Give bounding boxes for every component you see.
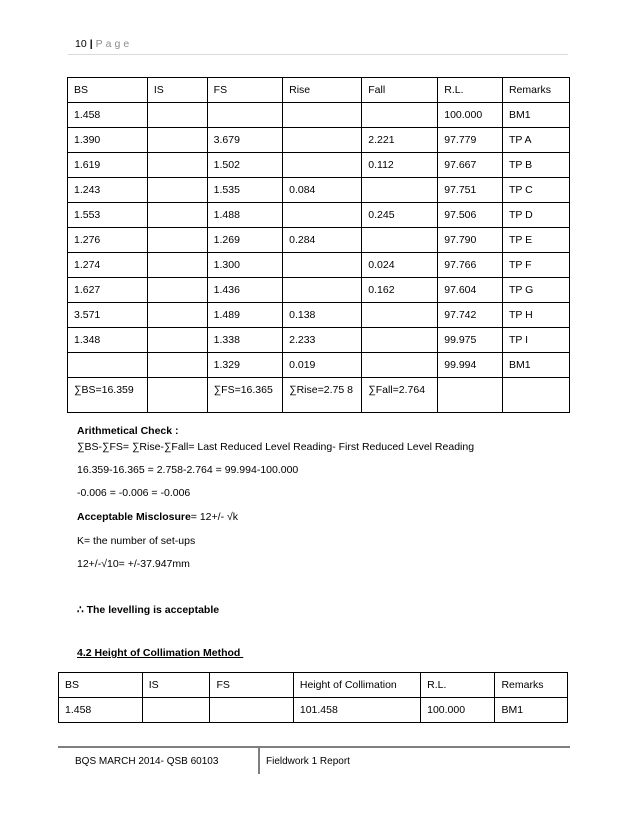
rise-fall-table	[67, 77, 570, 413]
table-cell: 2.221	[362, 128, 438, 153]
table-cell	[283, 103, 362, 128]
table-cell: TP A	[502, 128, 569, 153]
header-cell: R.L.	[421, 673, 495, 698]
table-cell: 3.679	[207, 128, 282, 153]
table-cell: 1.348	[68, 328, 148, 353]
header-cell: IS	[142, 673, 210, 698]
table-cell: TP F	[502, 253, 569, 278]
check-line-1: 16.359-16.365 = 2.758-2.764 = 99.994-100.000	[77, 464, 299, 476]
table-cell: 0.084	[283, 178, 362, 203]
table-row	[68, 353, 570, 378]
table-cell	[362, 103, 438, 128]
table-cell: 100.000	[438, 103, 503, 128]
totals-cell	[438, 378, 503, 413]
table-row	[59, 698, 568, 723]
table-cell: BM1	[495, 698, 568, 723]
header-cell: Remarks	[502, 78, 569, 103]
table-cell: 100.000	[421, 698, 495, 723]
header-separator: |	[89, 38, 93, 50]
conclusion-text: The levelling is acceptable	[86, 604, 220, 616]
totals-cell	[502, 378, 569, 413]
totals-cell: ∑BS=16.359	[68, 378, 148, 413]
header-cell: BS	[68, 78, 148, 103]
table-cell: 97.604	[438, 278, 503, 303]
table-cell: 0.019	[283, 353, 362, 378]
table-cell: 1.300	[207, 253, 282, 278]
table-cell: 97.779	[438, 128, 503, 153]
table-cell: TP I	[502, 328, 569, 353]
table-cell	[210, 698, 293, 723]
table-cell	[362, 178, 438, 203]
table-cell	[142, 698, 210, 723]
k-definition: K= the number of set-ups	[77, 535, 196, 547]
table-row	[68, 228, 570, 253]
table-cell	[147, 353, 207, 378]
table-cell: 1.458	[59, 698, 143, 723]
table-cell	[362, 303, 438, 328]
footer-rule	[58, 746, 570, 748]
table-cell	[283, 153, 362, 178]
table-cell	[68, 353, 148, 378]
table-cell: 0.024	[362, 253, 438, 278]
header-cell: FS	[207, 78, 282, 103]
table-cell	[147, 228, 207, 253]
therefore-symbol: ∴	[77, 604, 84, 616]
table-cell: 1.436	[207, 278, 282, 303]
table-row	[68, 128, 570, 153]
header-cell: BS	[59, 673, 143, 698]
table-cell: 1.488	[207, 203, 282, 228]
check-formula: ∑BS-∑FS= ∑Rise-∑Fall= Last Reduced Level Reading- First Reduced Level Reading	[77, 441, 475, 453]
table-cell: 1.274	[68, 253, 148, 278]
footer-report-title: Fieldwork 1 Report	[266, 756, 350, 767]
table-cell	[283, 128, 362, 153]
table-cell: 1.619	[68, 153, 148, 178]
table-cell: TP C	[502, 178, 569, 203]
header-cell: Fall	[362, 78, 438, 103]
page-header	[75, 38, 132, 50]
header-cell: R.L.	[438, 78, 503, 103]
header-cell: Height of Collimation	[293, 673, 420, 698]
table-cell: TP B	[502, 153, 569, 178]
height-of-collimation-table	[58, 672, 568, 723]
header-rule	[68, 54, 568, 55]
table-cell: 97.742	[438, 303, 503, 328]
table-cell	[147, 128, 207, 153]
table-cell: TP G	[502, 278, 569, 303]
conclusion	[77, 603, 219, 617]
totals-cell: ∑Fall=2.764	[362, 378, 438, 413]
table-cell: 1.458	[68, 103, 148, 128]
table-cell	[362, 228, 438, 253]
misclosure-calc: 12+/-√10= +/-37.947mm	[77, 558, 190, 570]
misclosure-value: = 12+/- √k	[190, 511, 239, 523]
table-cell: 97.506	[438, 203, 503, 228]
table-cell	[362, 328, 438, 353]
table-cell: 3.571	[68, 303, 148, 328]
table-cell: 0.162	[362, 278, 438, 303]
table-cell	[147, 203, 207, 228]
table-cell: 2.233	[283, 328, 362, 353]
table-cell	[147, 278, 207, 303]
totals-cell: ∑Rise=2.75 8	[283, 378, 362, 413]
table-row	[68, 203, 570, 228]
table-row	[68, 153, 570, 178]
table-cell: BM1	[502, 103, 569, 128]
table-cell: 1.269	[207, 228, 282, 253]
table-row	[68, 178, 570, 203]
table-cell: TP H	[502, 303, 569, 328]
totals-row	[68, 378, 570, 413]
table-cell: 1.502	[207, 153, 282, 178]
table-row	[68, 103, 570, 128]
table-cell	[147, 178, 207, 203]
check-line-2: -0.006 = -0.006 = -0.006	[77, 487, 191, 499]
section-title: 4.2 Height of Collimation Method	[77, 647, 244, 659]
table-cell: 0.284	[283, 228, 362, 253]
header-cell: Remarks	[495, 673, 568, 698]
misclosure-line	[77, 510, 238, 524]
misclosure-label: Acceptable Misclosure	[77, 511, 191, 523]
header-cell: FS	[210, 673, 293, 698]
table-cell: 0.138	[283, 303, 362, 328]
totals-cell: ∑FS=16.365	[207, 378, 282, 413]
table-cell: 101.458	[293, 698, 420, 723]
table-row	[68, 303, 570, 328]
table-cell: 0.245	[362, 203, 438, 228]
table-cell: 97.667	[438, 153, 503, 178]
table-cell: TP E	[502, 228, 569, 253]
page-number: 10	[75, 38, 87, 50]
table-cell: 1.276	[68, 228, 148, 253]
table-cell: 1.390	[68, 128, 148, 153]
totals-cell	[147, 378, 207, 413]
table-cell: 0.112	[362, 153, 438, 178]
table-cell	[147, 328, 207, 353]
table-cell	[147, 103, 207, 128]
table-cell: 97.790	[438, 228, 503, 253]
footer-separator	[258, 748, 260, 774]
table-cell	[362, 353, 438, 378]
table-cell: 1.489	[207, 303, 282, 328]
table-cell	[283, 253, 362, 278]
table-cell: 97.751	[438, 178, 503, 203]
table-cell	[283, 278, 362, 303]
header-cell: IS	[147, 78, 207, 103]
table-row	[68, 278, 570, 303]
table-cell	[147, 253, 207, 278]
table-cell	[147, 303, 207, 328]
footer-course: BQS MARCH 2014- QSB 60103	[75, 756, 219, 767]
table-cell: 1.535	[207, 178, 282, 203]
table-cell: 1.338	[207, 328, 282, 353]
table-cell: 1.243	[68, 178, 148, 203]
table-cell	[147, 153, 207, 178]
table-cell: BM1	[502, 353, 569, 378]
table-row	[68, 328, 570, 353]
table-row	[68, 253, 570, 278]
header-row	[68, 78, 570, 103]
arithmetical-check-title: Arithmetical Check :	[77, 425, 179, 437]
table-cell	[207, 103, 282, 128]
table-cell: TP D	[502, 203, 569, 228]
table-cell: 99.994	[438, 353, 503, 378]
table-cell	[283, 203, 362, 228]
table-cell: 1.329	[207, 353, 282, 378]
header-row	[59, 673, 568, 698]
table-cell: 99.975	[438, 328, 503, 353]
page-word: Page	[95, 38, 133, 50]
table-cell: 1.553	[68, 203, 148, 228]
table-cell: 1.627	[68, 278, 148, 303]
header-cell: Rise	[283, 78, 362, 103]
table-cell: 97.766	[438, 253, 503, 278]
